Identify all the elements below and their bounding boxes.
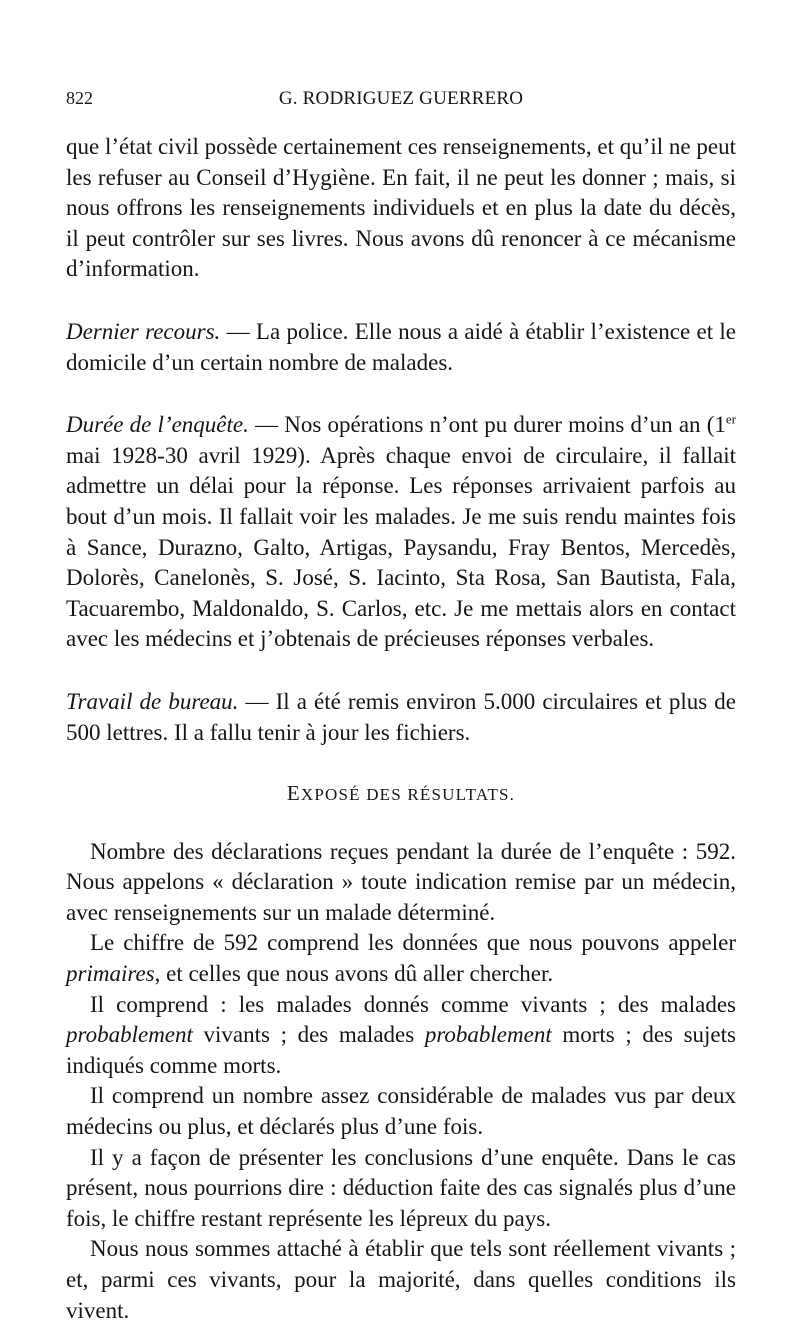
- paragraph-conclusions: Il y a façon de présenter les conclusions d’une enquête. Dans le cas présent, nous pourrions dire : déduction faite des cas signalés plus d’une fois, le chiffre restant représente les lépreux du pays.: [66, 1144, 736, 1231]
- running-title: G. RODRIGUEZ GUERRERO: [278, 88, 524, 109]
- paragraph-duree-enquete: [66, 410, 736, 655]
- page-number: 822: [66, 88, 93, 108]
- paragraph-text: — Nos opérations n’ont pu durer moins d’un an (1: [248, 412, 726, 438]
- paragraph-text: — La police. Elle nous a aidé à établir l’existence et le domicile d’un certain nombre de malades.: [66, 318, 736, 375]
- running-head: [66, 88, 736, 114]
- paragraph-etat-civil: que l’état civil possède certainement ces renseignements, et qu’il ne peut les refuser au Conseil d’Hygiène. En fait, il ne peut les donner ; mais, si nous offrons les renseignements individuels et en plus la date du décès, il peut contrôler sur ses livres. Nous avons dû renoncer à ce mécanisme d’information.: [66, 134, 736, 282]
- paragraph-travail-bureau: [66, 687, 736, 748]
- paragraph-text: mai 1928-30 avril 1929). Après chaque envoi de circulaire, il fallait admettre un délai pour la réponse. Les réponses arrivaient parfois au bout d’un mois. Il fallait voir les malades. Je me suis rendu maintes fois à Sance, Durazno, Galto, Artigas, Paysandu, Fray Bentos, Mercedès, Dolorès, Canelonès, S. José, S. Iacinto, Sta Rosa, San Bautista, Fala, Tacuarembo, Maldonaldo, S. Carlos, etc. Je me mettais alors en contact avec les médecins et j’obtenais de précieuses réponses verbales.: [66, 442, 736, 652]
- paragraph-dernier-recours: [66, 317, 736, 378]
- paragraph-nombre-assez: Il comprend un nombre assez considérable de malades vus par deux médecins ou plus, et déclarés plus d’une fois.: [66, 1083, 736, 1140]
- section-heading: EXPOSÉ DES RÉSULTATS.: [286, 781, 516, 806]
- paragraph-comprend: Il comprend : les malades donnés comme vivants ; des malades probablement vivants ; des malades probablement morts ; des sujets indiqués comme morts.: [66, 991, 736, 1078]
- paragraph-chiffre: Le chiffre de 592 comprend les données que nous pouvons appeler primaires, et celles que nous avons dû aller chercher.: [66, 930, 736, 987]
- page-body: [66, 132, 736, 1326]
- run-in-heading: Travail de bureau.: [66, 688, 239, 714]
- paragraph-vivants: Nous nous sommes attaché à établir que tels sont réellement vivants ; et, parmi ces vivants, pour la majorité, dans quelles conditions ils vivent.: [66, 1236, 736, 1323]
- paragraph-text: — Il a été remis environ 5.000 circulaires et plus de 500 lettres. Il a fallu tenir à jour les fichiers.: [66, 688, 737, 745]
- superscript-er: er: [725, 411, 736, 427]
- run-in-heading: Durée de l’enquête.: [66, 412, 249, 438]
- run-in-heading: Dernier recours.: [66, 318, 221, 344]
- paragraph-declarations: Nombre des déclarations reçues pendant la durée de l’enquête : 592. Nous appelons « déclaration » toute indication remise par un médecin, avec renseignements sur un malade déterminé.: [66, 838, 736, 925]
